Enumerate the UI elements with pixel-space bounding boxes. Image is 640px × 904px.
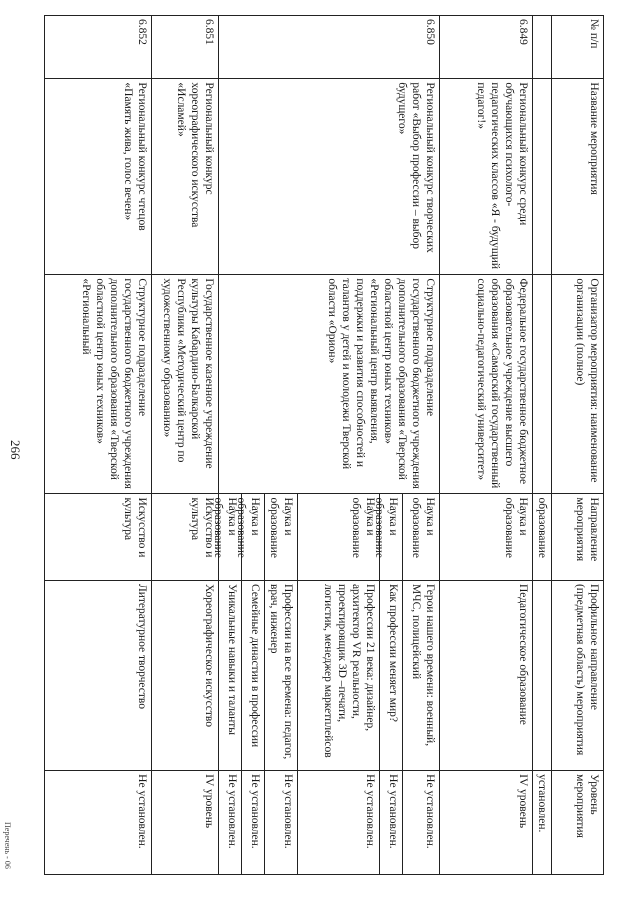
header-organizer: Организатор мероприятия: наименование организации (полное) xyxy=(552,275,604,494)
level-value: IV уровень xyxy=(202,774,215,829)
rotated-table-page xyxy=(48,15,604,875)
organizer-name: Структурное подразделение государственного бюджетного учреждения дополнительного образования «Тверской областной центр юных техников» «Региональный xyxy=(44,275,151,494)
table-row xyxy=(218,16,439,875)
profile-value: Профессии 21 века: дизайнер, архитектор VR реальности, проектировщик 3D –печати, логистик, менеджер маркетплейсов xyxy=(297,581,379,770)
event-name: Региональный конкурс хореографического искусства «Исламей» xyxy=(151,79,218,275)
direction-value: Наука и образование xyxy=(379,494,402,579)
footer-mark: Перечень - 06 xyxy=(3,822,12,869)
continuation-direction: образование xyxy=(532,494,551,580)
row-number: 6.850 xyxy=(218,16,439,79)
level-value: IV уровень xyxy=(516,774,529,829)
level-value: Не установлен. xyxy=(264,771,297,874)
header-name: Название мероприятия xyxy=(552,79,604,275)
organizer-name: Структурное подразделение государственного бюджетного учреждения дополнительного образования «Тверской областной центр юных техников» «Региональный центр выявления, поддержки и развития способностей и талантов у детей и молодежи Тверской области «Орион» xyxy=(218,275,439,494)
event-name: Региональный конкурс чтецов «Память жива, голос вечен» xyxy=(44,79,151,275)
profile-value: Семейные династии в профессии xyxy=(241,581,264,770)
continuation-level: установлен. xyxy=(532,771,551,875)
direction-cell xyxy=(151,494,218,580)
direction-value: Наука и образование xyxy=(402,494,439,579)
page-number: 266 xyxy=(8,440,23,460)
level-value: Не установлен. xyxy=(297,771,379,874)
profile-value: Педагогическое образование xyxy=(516,583,529,725)
header-direction: Направление мероприятия xyxy=(552,494,604,580)
direction-value: Наука и образование xyxy=(211,497,238,558)
level-value: Не установлен. xyxy=(241,771,264,874)
table-row xyxy=(439,16,532,875)
profile-value: Уникальные навыки и таланты xyxy=(225,583,238,736)
table-row xyxy=(44,16,151,875)
organizer-name: Государственное казенное учреждение культуры Кабардино-Балкарской Республики «Методический центр по художественному образованию» xyxy=(151,275,218,494)
profile-cell xyxy=(44,580,151,770)
continuation-row xyxy=(532,16,551,875)
header-num: № п/п xyxy=(552,16,604,79)
direction-value: Наука и образование xyxy=(264,494,297,579)
row-number: 6.851 xyxy=(151,16,218,79)
level-value: Не установлен. xyxy=(135,774,148,849)
row-number: 6.849 xyxy=(439,16,532,79)
direction-cell xyxy=(44,494,151,580)
direction-cell xyxy=(211,494,439,580)
profile-cell xyxy=(151,580,218,770)
header-profile: Профильное направление (предметная область) мероприятия xyxy=(552,580,604,770)
profile-cell xyxy=(439,580,532,770)
profile-value: Профессии на все времена: педагог, врач, инженер xyxy=(264,581,297,770)
profile-cell xyxy=(218,580,439,770)
direction-value: Наука и образование xyxy=(241,494,264,579)
profile-value: Хореографическое искусство xyxy=(202,583,215,727)
level-value: Не установлен. xyxy=(225,774,238,849)
level-value: Не установлен. xyxy=(379,771,402,874)
profile-value: Герои нашего времени: военный, МЧС, полицейский xyxy=(402,581,439,770)
level-cell xyxy=(151,771,218,875)
direction-value: Искусство и культура xyxy=(188,497,215,558)
events-table xyxy=(44,15,604,875)
level-cell xyxy=(439,771,532,875)
level-cell xyxy=(44,771,151,875)
event-name: Региональный конкурс творческих работ «Выбор профессии – выбор будущего» xyxy=(218,79,439,275)
header-row xyxy=(552,16,604,875)
profile-value: Литературное творчество xyxy=(135,583,148,709)
level-cell xyxy=(218,771,439,875)
row-number: 6.852 xyxy=(44,16,151,79)
level-value: Не установлен. xyxy=(402,771,439,874)
header-level: Уровень мероприятия xyxy=(552,771,604,875)
event-name: Региональный конкурс среди обучающихся психолого-педагогических классов «Я - будущий педагог!» xyxy=(439,79,532,275)
direction-value: Искусство и культура xyxy=(121,497,148,558)
organizer-name: Федеральное государственное бюджетное образовательное учреждение высшего образования «Самарский государственный социально-педагогический университет» xyxy=(439,275,532,494)
direction-value: Наука и образование xyxy=(297,494,379,579)
direction-cell xyxy=(439,494,532,580)
profile-value: Как профессии меняет мир? xyxy=(379,581,402,770)
table-row xyxy=(151,16,218,875)
direction-value: Наука и образование xyxy=(502,497,529,558)
